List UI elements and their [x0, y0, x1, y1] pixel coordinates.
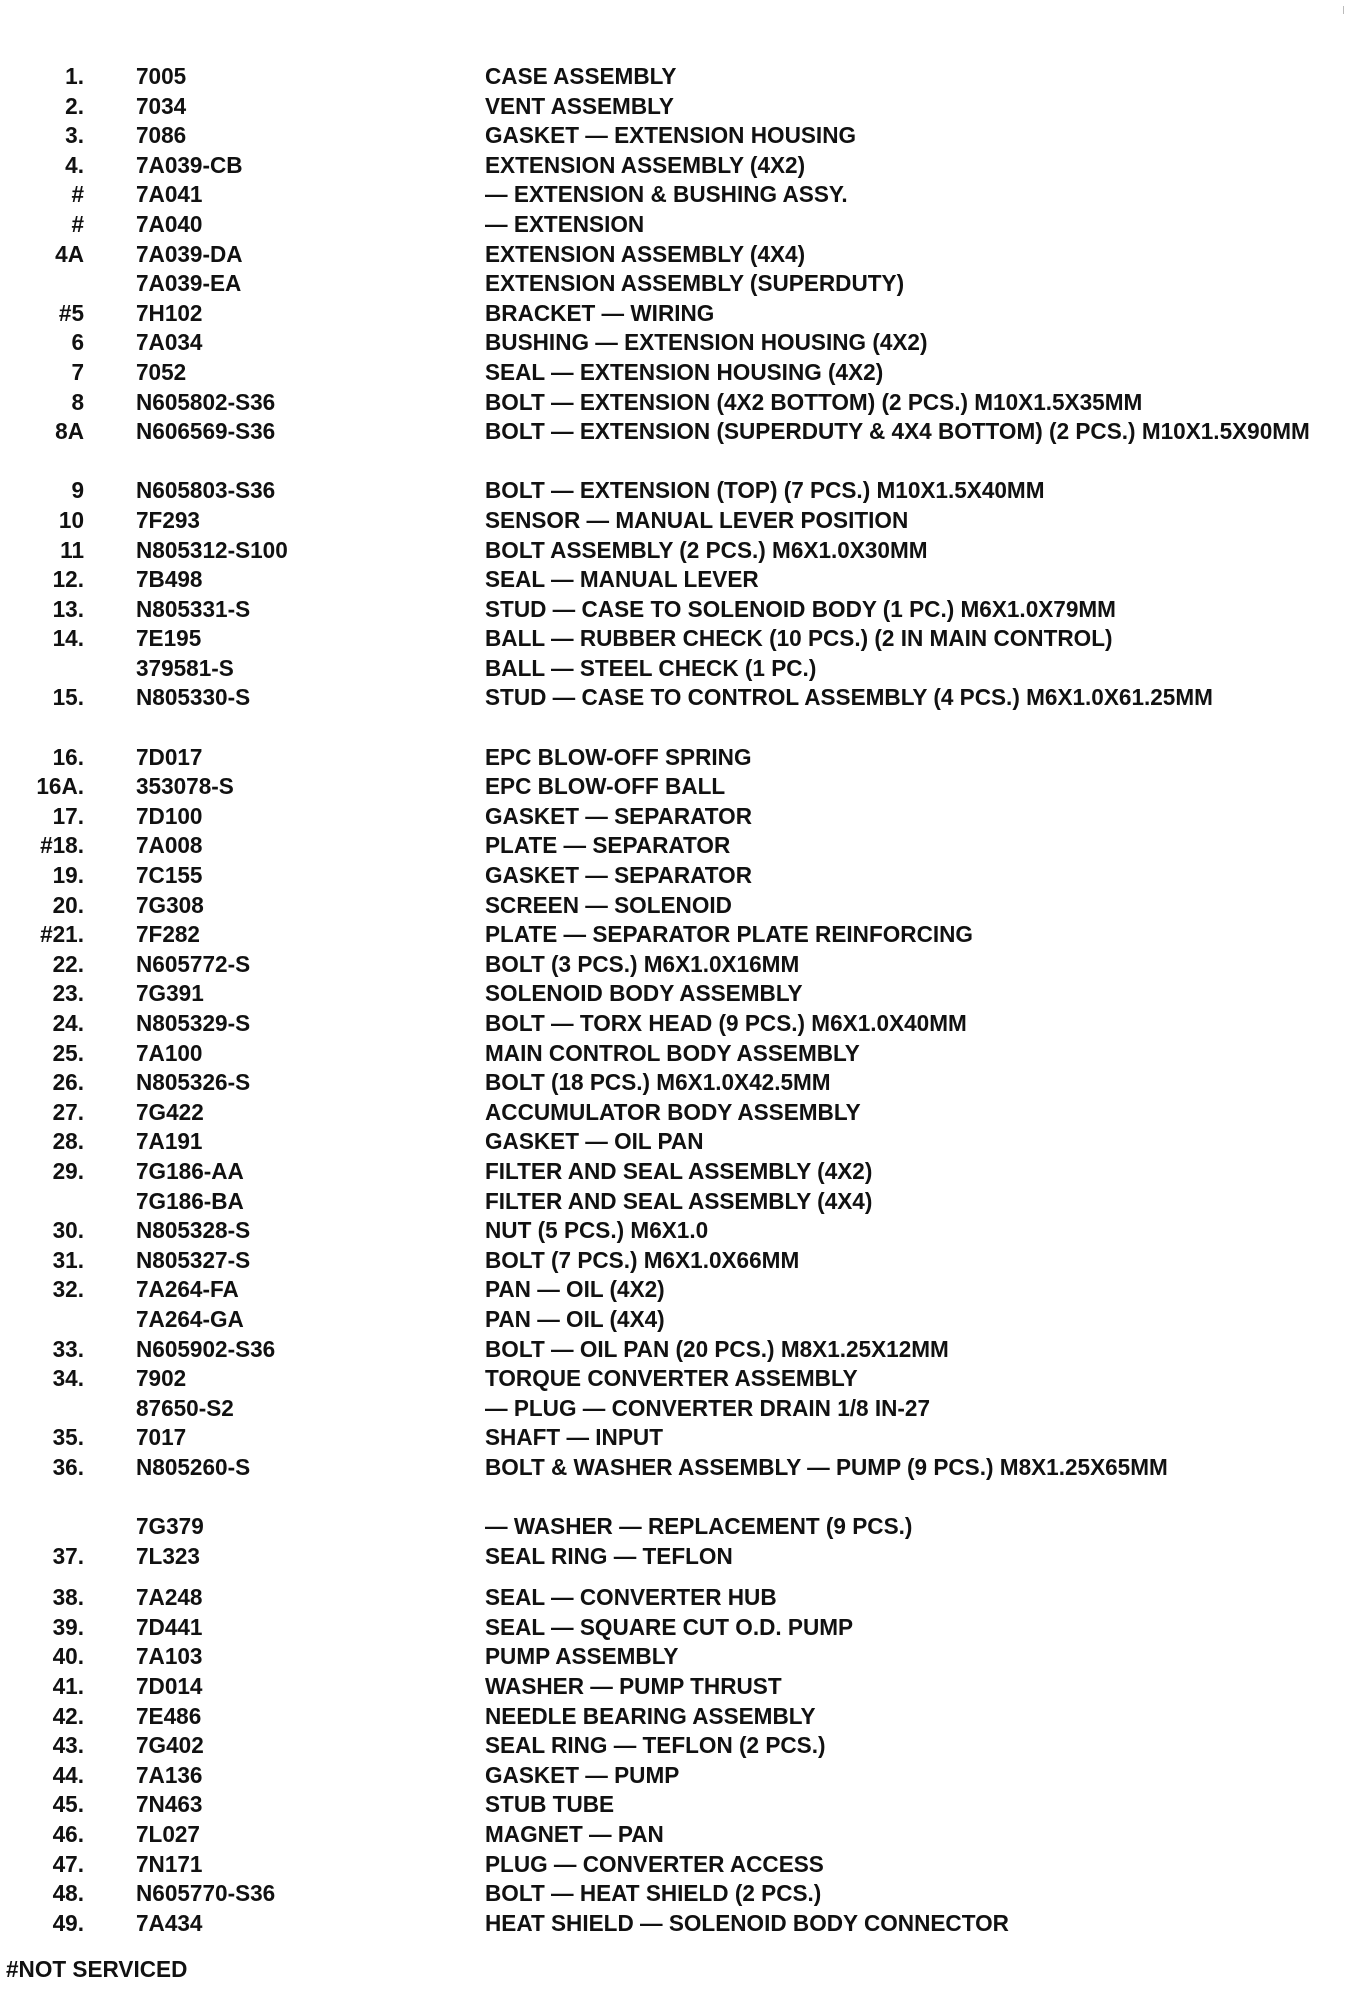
parts-row	[0, 1909, 1360, 1939]
parts-row	[0, 1068, 1360, 1098]
part-number: 7A040	[136, 210, 203, 237]
part-number: 7A248	[136, 1584, 203, 1611]
parts-row	[0, 743, 1360, 773]
parts-row	[0, 920, 1360, 950]
item-number: 2.	[65, 92, 84, 119]
part-description: SEAL RING — TEFLON	[485, 1542, 733, 1569]
parts-row	[0, 683, 1360, 742]
item-number: 42.	[52, 1702, 84, 1729]
item-number: 29.	[52, 1157, 84, 1184]
part-description: SEAL — CONVERTER HUB	[485, 1584, 777, 1611]
item-number: 28.	[52, 1128, 84, 1155]
item-number: 8A	[55, 418, 84, 445]
parts-row	[0, 1157, 1360, 1187]
part-description: FILTER AND SEAL ASSEMBLY (4X2)	[485, 1157, 873, 1184]
part-number: 7A039-DA	[136, 240, 243, 267]
item-number: 39.	[52, 1613, 84, 1640]
part-number: 7A039-CB	[136, 151, 243, 178]
parts-row	[0, 62, 1360, 92]
item-number: 47.	[52, 1850, 84, 1877]
part-description: EPC BLOW-OFF BALL	[485, 773, 726, 800]
parts-row	[0, 654, 1360, 684]
item-number: 31.	[52, 1246, 84, 1273]
part-description: BOLT — OIL PAN (20 PCS.) M8X1.25X12MM	[485, 1335, 949, 1362]
parts-row	[0, 417, 1360, 476]
item-number: 40.	[52, 1643, 84, 1670]
parts-row	[0, 210, 1360, 240]
item-number: 45.	[52, 1791, 84, 1818]
parts-row	[0, 1731, 1360, 1761]
item-number: 26.	[52, 1069, 84, 1096]
parts-row	[0, 772, 1360, 802]
part-description: BALL — RUBBER CHECK (10 PCS.) (2 IN MAIN CONTROL)	[485, 625, 1113, 652]
part-description: STUD — CASE TO SOLENOID BODY (1 PC.) M6X1.0X79MM	[485, 595, 1116, 622]
part-number: 7E486	[136, 1702, 202, 1729]
part-description: BOLT (18 PCS.) M6X1.0X42.5MM	[485, 1069, 831, 1096]
item-number: 16A.	[36, 773, 84, 800]
part-number: N805326-S	[136, 1069, 251, 1096]
part-description: BOLT — HEAT SHIELD (2 PCS.)	[485, 1880, 822, 1907]
part-number: N605802-S36	[136, 388, 276, 415]
part-number: N805327-S	[136, 1246, 251, 1273]
part-number: 7G391	[136, 980, 204, 1007]
parts-row	[0, 1583, 1360, 1613]
part-description: GASKET — EXTENSION HOUSING	[485, 122, 857, 149]
part-number: 7A103	[136, 1643, 203, 1670]
parts-row	[0, 1642, 1360, 1672]
part-description: STUD — CASE TO CONTROL ASSEMBLY (4 PCS.) M6X1.0X61.25MM	[485, 684, 1213, 711]
item-number: 43.	[52, 1732, 84, 1759]
part-number: N805328-S	[136, 1217, 251, 1244]
scan-mark	[1343, 6, 1344, 14]
item-number: 34.	[52, 1365, 84, 1392]
part-number: 7L027	[136, 1821, 200, 1848]
part-description: BOLT (7 PCS.) M6X1.0X66MM	[485, 1246, 800, 1273]
part-description: PLATE — SEPARATOR PLATE REINFORCING	[485, 921, 973, 948]
parts-row	[0, 1127, 1360, 1157]
part-number: N805331-S	[136, 595, 251, 622]
parts-row	[0, 476, 1360, 506]
parts-row	[0, 1423, 1360, 1453]
part-description: BUSHING — EXTENSION HOUSING (4X2)	[485, 329, 928, 356]
part-description: HEAT SHIELD — SOLENOID BODY CONNECTOR	[485, 1909, 1009, 1936]
part-number: N606569-S36	[136, 418, 276, 445]
part-number: 7005	[136, 63, 187, 89]
part-description: PLUG — CONVERTER ACCESS	[485, 1850, 824, 1877]
item-number: 23.	[52, 980, 84, 1007]
item-number: 4A	[55, 240, 84, 267]
part-number: 7086	[136, 122, 187, 149]
parts-row	[0, 1542, 1360, 1572]
parts-row	[0, 1364, 1360, 1394]
part-number: N805312-S100	[136, 536, 288, 563]
part-number: 7G186-AA	[136, 1157, 244, 1184]
item-number: 36.	[52, 1453, 84, 1480]
parts-row	[0, 180, 1360, 210]
part-description: SEAL RING — TEFLON (2 PCS.)	[485, 1732, 826, 1759]
part-description: SEAL — EXTENSION HOUSING (4X2)	[485, 358, 884, 385]
item-number: 48.	[52, 1880, 84, 1907]
part-description: — WASHER — REPLACEMENT (9 PCS.)	[485, 1513, 913, 1540]
part-description: SEAL — MANUAL LEVER	[485, 566, 759, 593]
part-description: SHAFT — INPUT	[485, 1424, 663, 1451]
part-number: 7A041	[136, 181, 203, 208]
item-number: #	[71, 181, 84, 208]
part-number: 7A136	[136, 1761, 203, 1788]
item-number: 41.	[52, 1673, 84, 1700]
part-description: BOLT — EXTENSION (SUPERDUTY & 4X4 BOTTOM) (2 PCS.) M10X1.5X90MM	[485, 418, 1310, 445]
part-description: SENSOR — MANUAL LEVER POSITION	[485, 506, 909, 533]
parts-row	[0, 506, 1360, 536]
part-description: MAGNET — PAN	[485, 1821, 664, 1848]
parts-row	[0, 891, 1360, 921]
part-description: SEAL — SQUARE CUT O.D. PUMP	[485, 1613, 854, 1640]
part-number: 7052	[136, 358, 187, 385]
part-description: NEEDLE BEARING ASSEMBLY	[485, 1702, 816, 1729]
part-number: 87650-S2	[136, 1394, 234, 1421]
part-number: 7G402	[136, 1732, 204, 1759]
part-number: N805260-S	[136, 1453, 251, 1480]
part-number: 7N463	[136, 1791, 203, 1818]
parts-row	[0, 1672, 1360, 1702]
parts-row	[0, 831, 1360, 861]
item-number: 30.	[52, 1217, 84, 1244]
item-number: 15.	[52, 684, 84, 711]
item-number: 46.	[52, 1821, 84, 1848]
parts-row	[0, 1820, 1360, 1850]
parts-row	[0, 151, 1360, 181]
item-number: #	[71, 210, 84, 237]
parts-row	[0, 1098, 1360, 1128]
parts-row	[0, 624, 1360, 654]
part-description: BOLT — EXTENSION (TOP) (7 PCS.) M10X1.5X40MM	[485, 477, 1045, 504]
part-number: 7A039-EA	[136, 270, 242, 297]
item-number: 49.	[52, 1909, 84, 1936]
item-number: 27.	[52, 1098, 84, 1125]
parts-row	[0, 1009, 1360, 1039]
item-number: 20.	[52, 891, 84, 918]
item-number: #5	[58, 299, 84, 326]
parts-row	[0, 269, 1360, 299]
parts-row	[0, 1453, 1360, 1512]
item-number: #21.	[40, 921, 84, 948]
part-number: N605803-S36	[136, 477, 276, 504]
part-number: 7D017	[136, 743, 203, 770]
part-number: 7D441	[136, 1613, 203, 1640]
part-description: MAIN CONTROL BODY ASSEMBLY	[485, 1039, 860, 1066]
footer-note: #NOT SERVICED	[6, 1956, 188, 1982]
parts-row	[0, 1702, 1360, 1732]
part-description: SOLENOID BODY ASSEMBLY	[485, 980, 803, 1007]
part-description: EXTENSION ASSEMBLY (4X4)	[485, 240, 806, 267]
parts-row	[0, 121, 1360, 151]
item-number: 14.	[52, 625, 84, 652]
part-number: 7A100	[136, 1039, 203, 1066]
parts-row	[0, 1246, 1360, 1276]
part-number: 7902	[136, 1365, 187, 1392]
parts-row	[0, 565, 1360, 595]
parts-row	[0, 595, 1360, 625]
part-description: GASKET — SEPARATOR	[485, 802, 752, 829]
part-description: EXTENSION ASSEMBLY (SUPERDUTY)	[485, 270, 905, 297]
parts-row	[0, 1394, 1360, 1424]
part-number: 7A191	[136, 1128, 203, 1155]
parts-row	[0, 388, 1360, 418]
parts-list	[0, 62, 1360, 1938]
part-description: GASKET — PUMP	[485, 1761, 680, 1788]
part-description: EPC BLOW-OFF SPRING	[485, 743, 752, 770]
part-description: EXTENSION ASSEMBLY (4X2)	[485, 151, 806, 178]
part-number: 353078-S	[136, 773, 234, 800]
part-description: ACCUMULATOR BODY ASSEMBLY	[485, 1098, 861, 1125]
part-number: N605902-S36	[136, 1335, 276, 1362]
part-description: STUB TUBE	[485, 1791, 615, 1818]
item-number: 17.	[52, 802, 84, 829]
parts-row	[0, 1613, 1360, 1643]
part-number: 7G186-BA	[136, 1187, 244, 1214]
parts-row	[0, 1275, 1360, 1305]
part-number: 7G379	[136, 1513, 204, 1540]
part-number: 7A264-FA	[136, 1276, 239, 1303]
part-description: BOLT (3 PCS.) M6X1.0X16MM	[485, 950, 800, 977]
parts-row	[0, 1790, 1360, 1820]
part-number: 7H102	[136, 299, 203, 326]
item-number: 11	[60, 536, 84, 563]
part-number: 7D100	[136, 802, 203, 829]
part-number: 7C155	[136, 862, 203, 889]
item-number: 9	[71, 477, 84, 504]
part-description: CASE ASSEMBLY	[485, 63, 677, 89]
part-number: 7034	[136, 92, 187, 119]
part-description: GASKET — SEPARATOR	[485, 862, 752, 889]
item-number: 35.	[52, 1424, 84, 1451]
item-number: 25.	[52, 1039, 84, 1066]
part-number: 7F282	[136, 921, 200, 948]
part-number: N605772-S	[136, 950, 251, 977]
part-description: BOLT & WASHER ASSEMBLY — PUMP (9 PCS.) M8X1.25X65MM	[485, 1453, 1168, 1480]
part-number: 7E195	[136, 625, 202, 652]
part-description: — EXTENSION	[485, 210, 645, 237]
parts-row	[0, 536, 1360, 566]
parts-row	[0, 358, 1360, 388]
part-description: BOLT — EXTENSION (4X2 BOTTOM) (2 PCS.) M10X1.5X35MM	[485, 388, 1143, 415]
part-description: WASHER — PUMP THRUST	[485, 1673, 782, 1700]
part-number: 7A264-GA	[136, 1305, 244, 1332]
part-number: N805330-S	[136, 684, 251, 711]
parts-row	[0, 1335, 1360, 1365]
item-number: 6	[71, 329, 84, 356]
item-number: 38.	[52, 1584, 84, 1611]
part-number: 7017	[136, 1424, 187, 1451]
item-number: 12.	[52, 566, 84, 593]
part-description: BALL — STEEL CHECK (1 PC.)	[485, 654, 817, 681]
part-description: PLATE — SEPARATOR	[485, 832, 731, 859]
part-number: 7G422	[136, 1098, 204, 1125]
parts-row	[0, 950, 1360, 980]
part-number: 7L323	[136, 1542, 200, 1569]
item-number: 19.	[52, 862, 84, 889]
item-number: 10	[58, 506, 84, 533]
parts-row	[0, 1216, 1360, 1246]
item-number: 7	[71, 358, 84, 385]
item-number: 32.	[52, 1276, 84, 1303]
parts-row	[0, 328, 1360, 358]
item-number: 22.	[52, 950, 84, 977]
parts-row	[0, 299, 1360, 329]
part-description: BOLT — TORX HEAD (9 PCS.) M6X1.0X40MM	[485, 1010, 967, 1036]
parts-row	[0, 802, 1360, 832]
part-description: VENT ASSEMBLY	[485, 92, 674, 119]
item-number: 37.	[52, 1542, 84, 1569]
item-number: 16.	[52, 743, 84, 770]
part-description: PUMP ASSEMBLY	[485, 1643, 679, 1670]
part-description: PAN — OIL (4X2)	[485, 1276, 665, 1303]
item-number: 24.	[52, 1010, 84, 1036]
part-description: NUT (5 PCS.) M6X1.0	[485, 1217, 709, 1244]
part-description: TORQUE CONVERTER ASSEMBLY	[485, 1365, 858, 1392]
parts-row	[0, 1039, 1360, 1069]
item-number: 33.	[52, 1335, 84, 1362]
parts-row	[0, 240, 1360, 270]
item-number: 44.	[52, 1761, 84, 1788]
part-description: SCREEN — SOLENOID	[485, 891, 732, 918]
parts-row	[0, 979, 1360, 1009]
part-description: BRACKET — WIRING	[485, 299, 715, 326]
part-number: 7N171	[136, 1850, 203, 1877]
part-description: — EXTENSION & BUSHING ASSY.	[485, 181, 848, 208]
parts-row	[0, 861, 1360, 891]
part-number: 7A434	[136, 1909, 203, 1936]
item-number: 8	[71, 388, 84, 415]
part-number: 7A034	[136, 329, 203, 356]
part-number: N605770-S36	[136, 1880, 276, 1907]
item-number: 1.	[65, 63, 84, 89]
part-number: 7D014	[136, 1673, 203, 1700]
part-description: — PLUG — CONVERTER DRAIN 1/8 IN-27	[485, 1394, 931, 1421]
part-description: GASKET — OIL PAN	[485, 1128, 704, 1155]
part-number: N805329-S	[136, 1010, 251, 1036]
item-number: 13.	[52, 595, 84, 622]
item-number: #18.	[40, 832, 84, 859]
parts-row	[0, 1305, 1360, 1335]
part-description: BOLT ASSEMBLY (2 PCS.) M6X1.0X30MM	[485, 536, 928, 563]
part-number: 7A008	[136, 832, 203, 859]
parts-row	[0, 92, 1360, 122]
parts-row	[0, 1879, 1360, 1909]
item-number: 3.	[65, 122, 84, 149]
part-description: FILTER AND SEAL ASSEMBLY (4X4)	[485, 1187, 873, 1214]
part-number: 7G308	[136, 891, 204, 918]
part-number: 379581-S	[136, 654, 234, 681]
parts-row	[0, 1850, 1360, 1880]
item-number: 4.	[65, 151, 84, 178]
parts-row	[0, 1187, 1360, 1217]
parts-row	[0, 1512, 1360, 1542]
part-description: PAN — OIL (4X4)	[485, 1305, 665, 1332]
part-number: 7F293	[136, 506, 200, 533]
parts-row	[0, 1761, 1360, 1791]
part-number: 7B498	[136, 566, 203, 593]
